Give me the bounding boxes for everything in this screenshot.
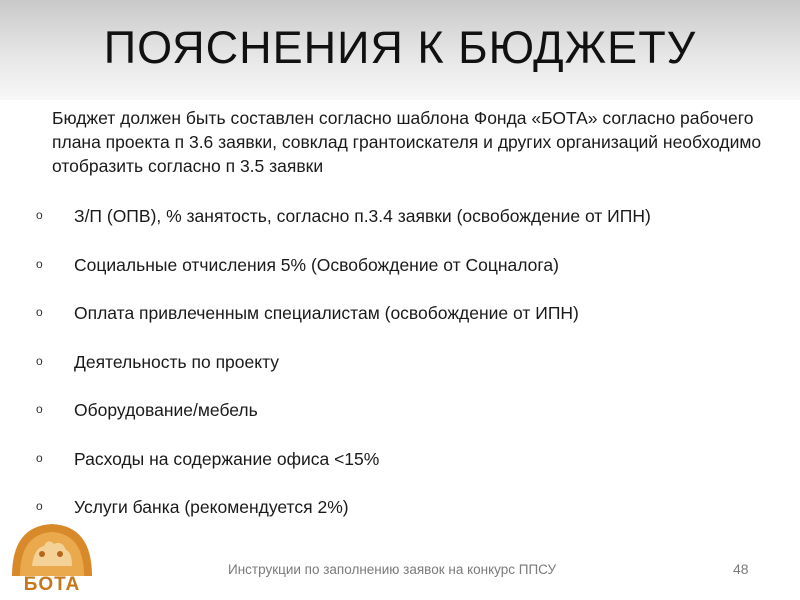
bota-logo — [6, 520, 98, 598]
list-item-text: Социальные отчисления 5% (Освобождение от Соцналога) — [74, 254, 559, 275]
page-number: 48 — [733, 561, 749, 577]
logo-word: БОТА — [23, 574, 81, 595]
list-item — [36, 351, 776, 400]
intro-paragraph: Бюджет должен быть составлен согласно шаблона Фонда «БОТА» согласно рабочего плана проекта п 3.6 заявки, совклад грантоискателя и других организаций необходимо отобразить согласно п 3.5 заявки — [52, 108, 762, 176]
circle-bullet-icon: o — [36, 353, 43, 368]
list-item — [36, 399, 776, 448]
circle-bullet-icon: o — [36, 499, 43, 513]
list-item — [36, 448, 776, 497]
list-item — [36, 496, 776, 545]
camel-emblem-icon — [6, 520, 98, 576]
slide-title: ПОЯСНЕНИЯ К БЮДЖЕТУ — [103, 22, 697, 73]
circle-bullet-icon: o — [36, 305, 43, 319]
circle-bullet-icon: o — [36, 450, 43, 465]
list-item-text: Расходы на содержание офиса <15% — [74, 448, 380, 469]
list-item — [36, 205, 776, 254]
footer-caption: Инструкции по заполнению заявок на конкурс ППСУ — [228, 562, 557, 577]
list-item — [36, 302, 776, 351]
budget-items-list — [36, 205, 776, 545]
list-item-text: З/П (ОПВ), % занятость, согласно п.3.4 заявки (освобождение от ИПН) — [74, 206, 651, 226]
list-item-text: Оплата привлеченным специалистам (освобождение от ИПН) — [74, 303, 579, 323]
circle-bullet-icon: o — [36, 256, 43, 271]
list-item-text: Деятельность по проекту — [74, 351, 280, 372]
list-item — [36, 254, 776, 303]
circle-bullet-icon: o — [36, 208, 43, 222]
list-item-text: Услуги банка (рекомендуется 2%) — [74, 497, 349, 517]
list-item-text: Оборудование/мебель — [74, 400, 258, 420]
circle-bullet-icon: o — [36, 402, 43, 416]
